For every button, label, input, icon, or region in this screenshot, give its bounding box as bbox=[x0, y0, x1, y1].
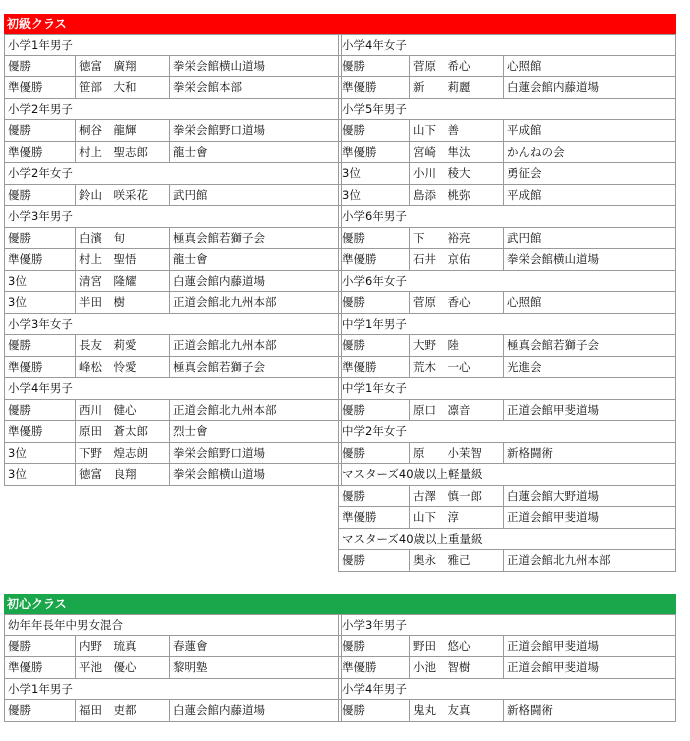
dojo-cell: 平成館 bbox=[507, 123, 542, 137]
category-row bbox=[338, 99, 676, 121]
dojo-cell: 平成館 bbox=[507, 187, 542, 202]
dojo-cell: 黎明塾 bbox=[173, 660, 208, 674]
rank-cell: 準優勝 bbox=[339, 77, 410, 98]
name-cell: 下 裕亮 bbox=[410, 228, 504, 249]
name-cell: 平池 優心 bbox=[76, 657, 170, 678]
novice-right-column bbox=[338, 614, 676, 722]
category-title: 中学2年女子 bbox=[342, 424, 407, 438]
rank-cell: 準優勝 bbox=[5, 357, 76, 378]
dojo-cell: 武円館 bbox=[173, 187, 208, 202]
rank-cell: 優勝 bbox=[339, 228, 410, 249]
result-row bbox=[338, 142, 676, 164]
rank-cell: 優勝 bbox=[339, 550, 410, 571]
result-row bbox=[4, 657, 342, 679]
category-title: 小学6年男子 bbox=[342, 209, 407, 223]
result-row bbox=[338, 120, 676, 142]
dojo-cell: 正道会館北九州本部 bbox=[507, 553, 611, 567]
name-cell: 小池 智樹 bbox=[410, 657, 504, 678]
result-row bbox=[338, 77, 676, 99]
rank-cell: 準優勝 bbox=[339, 657, 410, 678]
result-row bbox=[4, 335, 342, 357]
dojo-cell: 正道会館甲斐道場 bbox=[507, 638, 599, 653]
result-row bbox=[338, 335, 676, 357]
rank-cell: 優勝 bbox=[5, 185, 76, 206]
dojo-cell: 正道会館北九州本部 bbox=[173, 295, 277, 309]
category-title: マスターズ40歳以上重量級 bbox=[342, 531, 483, 546]
dojo-cell: 烈士會 bbox=[173, 424, 208, 438]
result-row bbox=[338, 550, 676, 572]
dojo-cell: 心照館 bbox=[507, 58, 542, 73]
dojo-cell: 光進会 bbox=[507, 359, 542, 374]
category-title: 小学3年男子 bbox=[342, 618, 407, 632]
rank-cell: 優勝 bbox=[339, 120, 410, 141]
category-title: 小学3年男子 bbox=[8, 209, 73, 223]
category-row bbox=[338, 271, 676, 293]
result-row bbox=[4, 443, 342, 465]
result-row bbox=[4, 77, 342, 99]
result-row bbox=[338, 400, 676, 422]
result-row bbox=[4, 400, 342, 422]
dojo-cell: 心照館 bbox=[507, 295, 542, 309]
dojo-cell: 白蓮会館内藤道場 bbox=[173, 273, 265, 288]
novice-left-column bbox=[4, 614, 342, 722]
rank-cell: 準優勝 bbox=[5, 249, 76, 270]
result-row bbox=[4, 142, 342, 164]
result-row bbox=[338, 249, 676, 271]
category-title: 小学5年男子 bbox=[342, 101, 407, 116]
category-title: 中学1年男子 bbox=[342, 316, 407, 331]
result-row bbox=[338, 507, 676, 529]
name-cell: 桐谷 龍輝 bbox=[76, 120, 170, 141]
rank-cell: 3位 bbox=[5, 443, 76, 464]
result-row bbox=[4, 228, 342, 250]
rank-cell: 優勝 bbox=[339, 486, 410, 507]
name-cell: 清宮 隆耀 bbox=[76, 271, 170, 292]
name-cell: 白濱 旬 bbox=[76, 228, 170, 249]
rank-cell: 優勝 bbox=[5, 400, 76, 421]
dojo-cell: 白蓮会館内藤道場 bbox=[173, 703, 265, 717]
name-cell: 村上 聖悟 bbox=[76, 249, 170, 270]
category-row bbox=[4, 378, 342, 400]
category-row bbox=[4, 206, 342, 228]
dojo-cell: 龍士會 bbox=[173, 144, 208, 159]
rank-cell: 優勝 bbox=[339, 400, 410, 421]
category-row bbox=[4, 34, 342, 56]
dojo-cell: 拳栄会館野口道場 bbox=[173, 445, 265, 460]
category-row bbox=[338, 464, 676, 486]
name-cell: 菅原 希心 bbox=[410, 56, 504, 77]
result-row bbox=[338, 56, 676, 78]
name-cell: 宮崎 隼汰 bbox=[410, 142, 504, 163]
dojo-cell: 正道会館甲斐道場 bbox=[507, 510, 599, 524]
category-row bbox=[338, 34, 676, 56]
dojo-cell: 拳栄会館横山道場 bbox=[173, 467, 265, 481]
name-cell: 西川 健心 bbox=[76, 400, 170, 421]
result-row bbox=[338, 657, 676, 679]
result-row bbox=[338, 486, 676, 508]
dojo-cell: 拳栄会館横山道場 bbox=[173, 58, 265, 73]
category-row bbox=[4, 314, 342, 336]
rank-cell: 3位 bbox=[339, 185, 410, 206]
category-title: 小学6年女子 bbox=[342, 273, 407, 288]
rank-cell: 優勝 bbox=[5, 56, 76, 77]
rank-cell: 3位 bbox=[5, 271, 76, 292]
result-row bbox=[4, 56, 342, 78]
category-row bbox=[4, 163, 342, 185]
name-cell: 原口 凛音 bbox=[410, 400, 504, 421]
rank-cell: 優勝 bbox=[339, 636, 410, 657]
name-cell: 村上 聖志郎 bbox=[76, 142, 170, 163]
dojo-cell: かんねの会 bbox=[507, 144, 565, 159]
rank-cell: 3位 bbox=[5, 464, 76, 485]
dojo-cell: 春蓮會 bbox=[173, 638, 208, 653]
name-cell: 菅原 香心 bbox=[410, 292, 504, 313]
result-row bbox=[338, 636, 676, 658]
rank-cell: 優勝 bbox=[5, 120, 76, 141]
name-cell: 野田 悠心 bbox=[410, 636, 504, 657]
name-cell: 石井 京佑 bbox=[410, 249, 504, 270]
result-row bbox=[338, 700, 676, 722]
result-row bbox=[338, 443, 676, 465]
dojo-cell: 白蓮会館内藤道場 bbox=[507, 80, 599, 94]
category-title: 小学4年男子 bbox=[8, 381, 73, 395]
category-row bbox=[338, 421, 676, 443]
name-cell: 鬼丸 友真 bbox=[410, 700, 504, 721]
category-row bbox=[338, 314, 676, 336]
name-cell: 山下 淳 bbox=[410, 507, 504, 528]
novice-class-section bbox=[4, 594, 676, 717]
category-title: 小学2年男子 bbox=[8, 101, 73, 116]
category-title: 幼年年長年中男女混合 bbox=[8, 618, 123, 632]
result-row bbox=[4, 249, 342, 271]
rank-cell: 準優勝 bbox=[5, 142, 76, 163]
dojo-cell: 勇征会 bbox=[507, 166, 542, 180]
name-cell: 大野 陸 bbox=[410, 335, 504, 356]
rank-cell: 優勝 bbox=[5, 335, 76, 356]
name-cell: 長友 莉愛 bbox=[76, 335, 170, 356]
name-cell: 福田 吏都 bbox=[76, 700, 170, 721]
category-row bbox=[338, 614, 676, 636]
beginner-left-column bbox=[4, 34, 342, 486]
result-row bbox=[4, 464, 342, 486]
beginner-class-section bbox=[4, 14, 676, 567]
beginner-right-column bbox=[338, 34, 676, 572]
name-cell: 半田 樹 bbox=[76, 292, 170, 313]
rank-cell: 3位 bbox=[5, 292, 76, 313]
rank-cell: 準優勝 bbox=[339, 142, 410, 163]
rank-cell: 優勝 bbox=[339, 56, 410, 77]
dojo-cell: 新格闘術 bbox=[507, 703, 553, 717]
dojo-cell: 武円館 bbox=[507, 230, 542, 245]
result-row bbox=[338, 163, 676, 185]
result-row bbox=[4, 700, 342, 722]
category-title: マスターズ40歳以上軽量級 bbox=[342, 467, 483, 481]
result-row bbox=[4, 292, 342, 314]
result-row bbox=[338, 228, 676, 250]
result-row bbox=[4, 120, 342, 142]
rank-cell: 準優勝 bbox=[5, 77, 76, 98]
name-cell: 鈴山 咲采花 bbox=[76, 185, 170, 206]
category-title: 小学2年女子 bbox=[8, 166, 73, 180]
rank-cell: 準優勝 bbox=[5, 657, 76, 678]
rank-cell: 優勝 bbox=[339, 335, 410, 356]
result-row bbox=[4, 357, 342, 379]
rank-cell: 3位 bbox=[339, 163, 410, 184]
category-title: 小学4年女子 bbox=[342, 38, 407, 52]
dojo-cell: 正道会館北九州本部 bbox=[173, 338, 277, 352]
category-row bbox=[4, 679, 342, 701]
result-row bbox=[338, 357, 676, 379]
name-cell: 小川 稜大 bbox=[410, 163, 504, 184]
category-title: 小学1年男子 bbox=[8, 38, 73, 52]
category-title: 小学3年女子 bbox=[8, 316, 73, 331]
rank-cell: 準優勝 bbox=[339, 249, 410, 270]
name-cell: 山下 善 bbox=[410, 120, 504, 141]
dojo-cell: 新格闘術 bbox=[507, 445, 553, 460]
name-cell: 新 莉麗 bbox=[410, 77, 504, 98]
rank-cell: 優勝 bbox=[339, 700, 410, 721]
dojo-cell: 極真会館若獅子会 bbox=[173, 230, 265, 245]
result-row bbox=[4, 421, 342, 443]
dojo-cell: 極真会館若獅子会 bbox=[173, 359, 265, 374]
dojo-cell: 拳栄会館野口道場 bbox=[173, 123, 265, 137]
category-row bbox=[4, 99, 342, 121]
name-cell: 奥永 雅己 bbox=[410, 550, 504, 571]
rank-cell: 準優勝 bbox=[339, 357, 410, 378]
name-cell: 原 小茉智 bbox=[410, 443, 504, 464]
dojo-cell: 極真会館若獅子会 bbox=[507, 338, 599, 352]
category-row bbox=[338, 529, 676, 551]
result-row bbox=[4, 185, 342, 207]
name-cell: 内野 琉真 bbox=[76, 636, 170, 657]
rank-cell: 優勝 bbox=[339, 443, 410, 464]
name-cell: 笹部 大和 bbox=[76, 77, 170, 98]
category-row bbox=[338, 206, 676, 228]
dojo-cell: 拳栄会館横山道場 bbox=[507, 252, 599, 266]
result-row bbox=[4, 636, 342, 658]
beginner-class-header: 初級クラス bbox=[4, 14, 676, 34]
result-row bbox=[4, 271, 342, 293]
name-cell: 島添 桃弥 bbox=[410, 185, 504, 206]
rank-cell: 準優勝 bbox=[5, 421, 76, 442]
name-cell: 原田 蒼太郎 bbox=[76, 421, 170, 442]
category-title: 中学1年女子 bbox=[342, 381, 407, 395]
dojo-cell: 正道会館甲斐道場 bbox=[507, 402, 599, 417]
rank-cell: 優勝 bbox=[5, 700, 76, 721]
category-row bbox=[338, 679, 676, 701]
dojo-cell: 龍士會 bbox=[173, 252, 208, 266]
category-row bbox=[338, 378, 676, 400]
dojo-cell: 正道会館甲斐道場 bbox=[507, 660, 599, 674]
category-title: 小学4年男子 bbox=[342, 681, 407, 696]
rank-cell: 優勝 bbox=[5, 636, 76, 657]
name-cell: 徳富 良翔 bbox=[76, 464, 170, 485]
category-title: 小学1年男子 bbox=[8, 681, 73, 696]
dojo-cell: 正道会館北九州本部 bbox=[173, 402, 277, 417]
dojo-cell: 白蓮会館大野道場 bbox=[507, 488, 599, 503]
name-cell: 峰松 怜愛 bbox=[76, 357, 170, 378]
category-row bbox=[4, 614, 342, 636]
name-cell: 徳富 廣翔 bbox=[76, 56, 170, 77]
name-cell: 荒木 一心 bbox=[410, 357, 504, 378]
rank-cell: 準優勝 bbox=[339, 507, 410, 528]
result-row bbox=[338, 185, 676, 207]
rank-cell: 優勝 bbox=[5, 228, 76, 249]
name-cell: 古澤 慎一郎 bbox=[410, 486, 504, 507]
novice-class-header: 初心クラス bbox=[4, 594, 676, 614]
result-row bbox=[338, 292, 676, 314]
rank-cell: 優勝 bbox=[339, 292, 410, 313]
name-cell: 下野 煌志朗 bbox=[76, 443, 170, 464]
dojo-cell: 拳栄会館本部 bbox=[173, 80, 242, 94]
